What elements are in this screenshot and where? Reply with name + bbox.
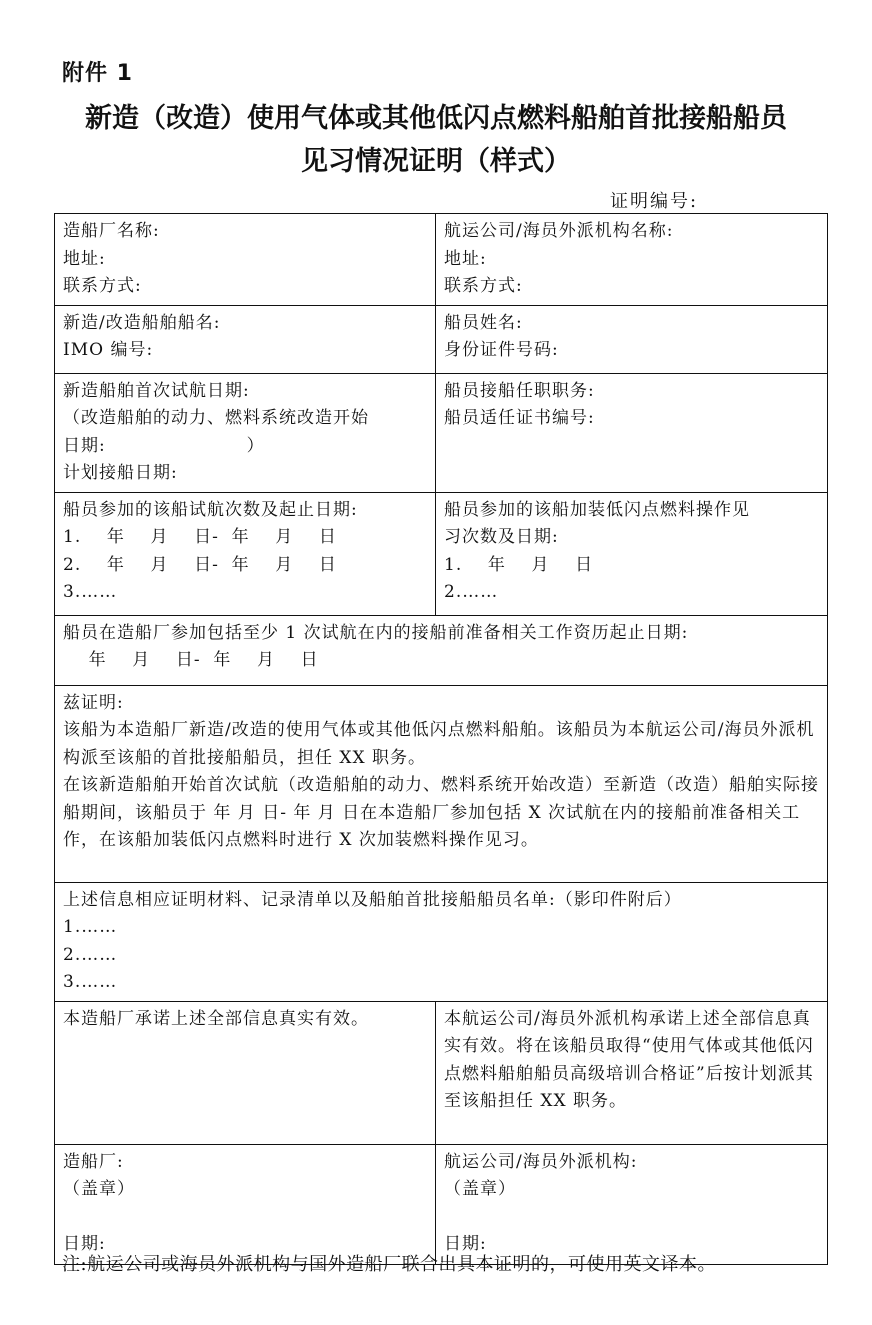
company-commitment-text: 本航运公司/海员外派机构承诺上述全部信息真实有效。将在该船员取得“使用气体或其他低闪点燃料船舶船员高级培训合格证”后按计划派其至该船担任 XX 职务。: [444, 1008, 814, 1111]
shipyard-signature-spacer: [63, 1204, 429, 1232]
preparation-period-dates-field[interactable]: 年 月 日- 年 月 日: [63, 650, 319, 670]
supporting-documents-cell: [55, 882, 828, 1001]
id-number-field[interactable]: 身份证件号码:: [444, 340, 559, 360]
planned-delivery-date-field[interactable]: 计划接船日期:: [63, 463, 178, 483]
shipyard-commitment-cell: [55, 1001, 436, 1144]
duty-cert-cell: [436, 373, 828, 492]
certificate-form-table: [54, 213, 828, 1265]
certificate-number-label: 证明编号:: [610, 191, 699, 212]
trial-dates-cell: [55, 373, 436, 492]
shipyard-contact-field[interactable]: 联系方式:: [63, 276, 142, 296]
first-trial-date-field[interactable]: 新造船舶首次试航日期:: [63, 380, 250, 401]
row-trials-bunkering: [55, 492, 828, 615]
sea-trial-entry-2[interactable]: 2. 年 月 日- 年 月 日: [63, 554, 337, 575]
assigned-duty-field[interactable]: 船员接船任职职务:: [444, 380, 595, 401]
row-signatures: [55, 1144, 828, 1264]
supporting-document-entry-1[interactable]: 1.……: [63, 917, 118, 937]
company-signature-label: 航运公司/海员外派机构:: [444, 1151, 638, 1172]
attachment-label: 附件 1: [62, 61, 133, 86]
conversion-start-date-field[interactable]: 日期: ）: [63, 435, 265, 456]
certification-paragraph-2: 在该新造船舶开始首次试航（改造船舶的动力、燃料系统开始改造）至新造（改造）船舶实际接船期间，该船员于 年 月 日- 年 月 日在本造船厂参加包括 X 次试航在内的接船前准备相关工作，在该船加装低闪点燃料时进行 X 次加装燃料操作见习。: [63, 775, 819, 850]
document-title-line-2: 见习情况证明（样式）: [301, 146, 571, 177]
shipyard-name-field[interactable]: 造船厂名称:: [63, 221, 160, 241]
company-date-field[interactable]: 日期:: [444, 1234, 487, 1254]
bunkering-entry-2[interactable]: 2.……: [444, 582, 499, 602]
shipyard-signature-cell: [55, 1144, 436, 1264]
shipyard-address-field[interactable]: 地址:: [63, 248, 106, 269]
preparation-period-cell: [55, 615, 828, 685]
shipyard-commitment-text: 本造船厂承诺上述全部信息真实有效。: [63, 1008, 369, 1029]
conversion-note-line: （改造船舶的动力、燃料系统改造开始: [63, 408, 369, 428]
row-shipyard-company: [55, 214, 828, 306]
row-preparation-period: [55, 615, 828, 685]
sea-trials-heading: 船员参加的该船试航次数及起止日期:: [63, 499, 358, 520]
certification-statement-cell: [55, 685, 828, 882]
row-ship-seafarer: [55, 305, 828, 373]
company-signature-cell: [436, 1144, 828, 1264]
supporting-documents-heading: 上述信息相应证明材料、记录清单以及船舶首批接船船员名单:（影印件附后）: [63, 889, 682, 910]
imo-number-field[interactable]: IMO 编号:: [63, 340, 154, 360]
supporting-document-entry-3[interactable]: 3.……: [63, 972, 118, 992]
row-commitments: [55, 1001, 828, 1144]
document-title-line-1: 新造（改造）使用气体或其他低闪点燃料船舶首批接船船员: [85, 103, 787, 134]
sea-trial-entry-1[interactable]: 1. 年 月 日- 年 月 日: [63, 527, 337, 547]
footnote: 注:航运公司或海员外派机构与国外造船厂联合出具本证明的，可使用英文译本。: [62, 1254, 717, 1275]
bunkering-cell: [436, 492, 828, 615]
row-supporting-documents: [55, 882, 828, 1001]
sea-trials-cell: [55, 492, 436, 615]
shipyard-seal-label: （盖章）: [63, 1179, 135, 1199]
company-commitment-cell: [436, 1001, 828, 1144]
supporting-document-entry-2[interactable]: 2.……: [63, 944, 118, 965]
bunkering-heading-line-1: 船员参加的该船加装低闪点燃料操作见: [444, 499, 750, 520]
bunkering-entry-1[interactable]: 1. 年 月 日: [444, 554, 594, 575]
company-info-cell: [436, 214, 828, 306]
row-trial-dates-duty: [55, 373, 828, 492]
sea-trial-entry-3[interactable]: 3.……: [63, 582, 118, 602]
ship-name-field[interactable]: 新造/改造船舶船名:: [63, 312, 221, 333]
shipyard-date-field[interactable]: 日期:: [63, 1234, 106, 1254]
company-seal-label: （盖章）: [444, 1179, 516, 1199]
seafarer-name-field[interactable]: 船员姓名:: [444, 312, 523, 333]
certification-heading: 兹证明:: [63, 692, 124, 713]
company-name-field[interactable]: 航运公司/海员外派机构名称:: [444, 221, 674, 241]
preparation-period-heading: 船员在造船厂参加包括至少 1 次试航在内的接船前准备相关工作资历起止日期:: [63, 622, 689, 643]
shipyard-info-cell: [55, 214, 436, 306]
company-signature-spacer: [444, 1204, 821, 1232]
company-address-field[interactable]: 地址:: [444, 248, 487, 269]
ship-info-cell: [55, 305, 436, 373]
row-certification-statement: [55, 685, 828, 882]
company-contact-field[interactable]: 联系方式:: [444, 276, 523, 296]
bunkering-heading-line-2: 习次数及日期:: [444, 527, 559, 547]
shipyard-signature-label: 造船厂:: [63, 1151, 124, 1172]
certification-paragraph-1: 该船为本造船厂新造/改造的使用气体或其他低闪点燃料船舶。该船员为本航运公司/海员外派机构派至该船的首批接船船员，担任 XX 职务。: [63, 720, 815, 768]
seafarer-info-cell: [436, 305, 828, 373]
competency-cert-number-field[interactable]: 船员适任证书编号:: [444, 408, 595, 428]
